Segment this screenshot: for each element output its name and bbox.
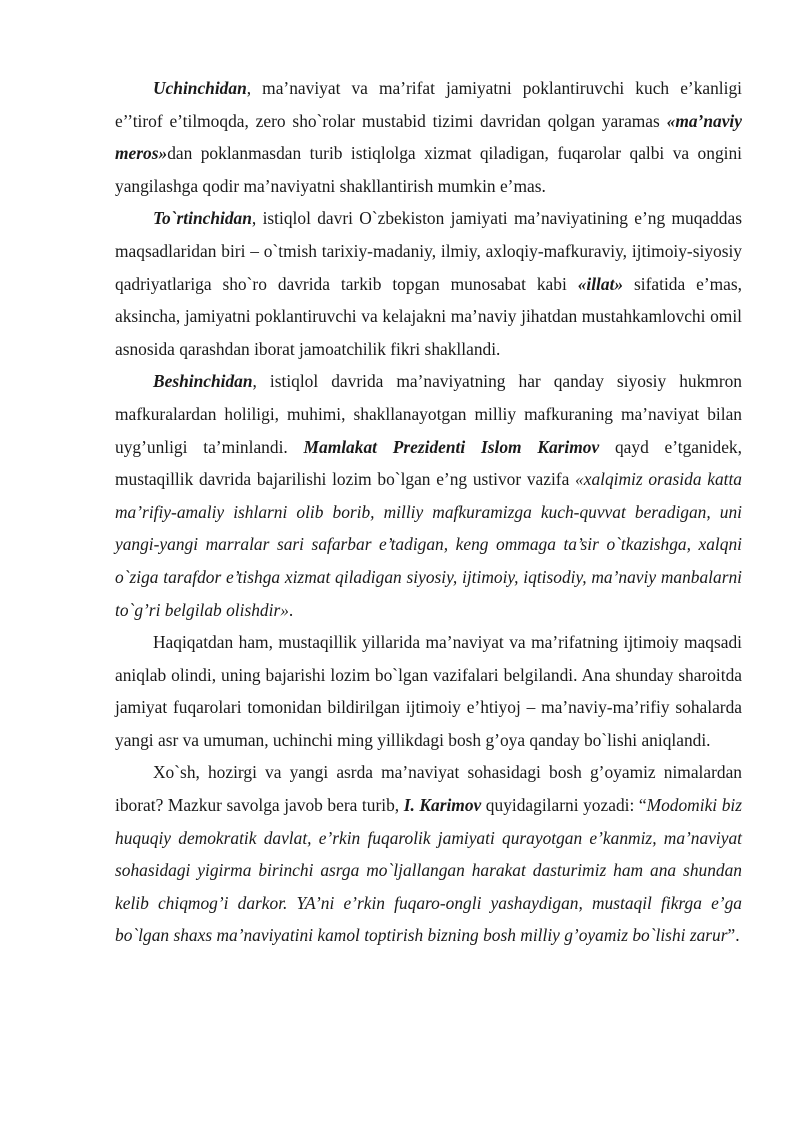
paragraph-beshinchidan xyxy=(115,365,742,626)
president-name: Mamlakat Prezidenti Islom Karimov xyxy=(303,436,600,457)
paragraph-tortinchidan xyxy=(115,202,742,365)
lead-word: Uchinchidan xyxy=(153,78,247,98)
text-run: quyidagilarni yozadi: “ xyxy=(481,795,647,816)
text-run: ”. xyxy=(727,925,740,946)
text-run: , istiqlol davrida ma’naviyatning har qanday siyosiy hukmron mafkuralardan holiligi, muhimi, shakllanayotgan milliy mafkuraning ma’naviyat bilan uyg’unligi ta’minlandi. xyxy=(115,371,742,457)
text-run: , ma’naviyat va ma’rifat jamiyatni poklantiruvchi kuch e’kanligi e’’tirof e’tilmoqda, zero sho`rolar mustabid tizimi davridan qolgan yaramas xyxy=(115,78,742,131)
document-page xyxy=(115,72,742,952)
emphasis-quote: «illat» xyxy=(577,273,624,294)
paragraph-xosh xyxy=(115,756,742,952)
paragraph-haqiqatdan xyxy=(115,626,742,756)
text-run: . xyxy=(288,599,294,620)
lead-word: To`rtinchidan xyxy=(153,208,252,229)
text-run: Haqiqatdan ham, mustaqillik yillarida ma’naviyat va ma’rifatning ijtimoiy maqsadi aniqlab olindi, uning bajarishi lozim bo`lgan vazifalari belgilandi. Ana shunday sharoitda jamiyat fuqarolari tomonidan bildirilgan ijtimoiy e’htiyoj – ma’naviy-ma’rifiy sohalarda yangi asr va umuman, uchinchi ming yillikdagi bosh g’oya qanday bo`lishi aniqlandi. xyxy=(115,632,742,750)
italic-quotation: «xalqimiz orasida katta ma’rifiy-amaliy ishlarni olib borib, milliy mafkuramizga kuch-quvvat beradigan, uni yangi-yangi marralar sari safarbar e’tadigan, keng ommaga ta’sir o`tkazishga, xalqni o`ziga tarafdor e’tishga xizmat qiladigan siyosiy, ijtimoiy, iqtisodiy, ma’naviy manbalarni to`g’ri belgilab olishdir» xyxy=(115,469,742,620)
emphasis-quote: «ma’naviy meros» xyxy=(115,110,742,164)
text-run: sifatida e’mas, aksincha, jamiyatni poklantiruvchi va kelajakni ma’naviy jihatdan mustahkamlovchi omil asnosida qarashdan iborat jamoatchilik fikri shakllandi. xyxy=(115,273,742,359)
author-name: I. Karimov xyxy=(403,795,482,816)
lead-word: Beshinchidan xyxy=(153,371,253,392)
text-run: , istiqlol davri O`zbekiston jamiyati ma’naviyatining e’ng muqaddas maqsadlaridan biri – o`tmish tarixiy-madaniy, ilmiy, axloqiy-mafkuraviy, ijtimoiy-siyosiy qadriyatlariga sho`ro davrida tarkib topgan munosabat kabi xyxy=(115,208,742,294)
text-run: Xo`sh, hozirgi va yangi asrda ma’naviyat sohasidagi bosh g’oyamiz nimalardan iborat? Mazkur savolga javob bera turib, xyxy=(115,762,742,816)
italic-quotation: Modomiki biz huquqiy demokratik davlat, e’rkin fuqarolik jamiyati qurayotgan e’kanmiz, ma’naviyat sohasidagi yigirma birinchi asrga mo`ljallangan harakat dasturimiz ham ana shundan kelib chiqmog’i darkor. YA’ni e’rkin fuqaro-ongli yashaydigan, mustaqil fikrga e’ga bo`lgan shaxs ma’naviyatini kamol toptirish bizning bosh milliy g’oyamiz bo`lishi zarur xyxy=(115,795,742,946)
paragraph-uchinchidan xyxy=(115,72,742,202)
text-run: qayd e’tganidek, mustaqillik davrida bajarilishi lozim bo`lgan e’ng ustivor vazifa xyxy=(115,436,742,490)
text-run: dan poklanmasdan turib istiqlolga xizmat qiladigan, fuqarolar qalbi va ongini yangilashga qodir ma’naviyatni shakllantirish mumkin e’mas. xyxy=(115,143,742,196)
